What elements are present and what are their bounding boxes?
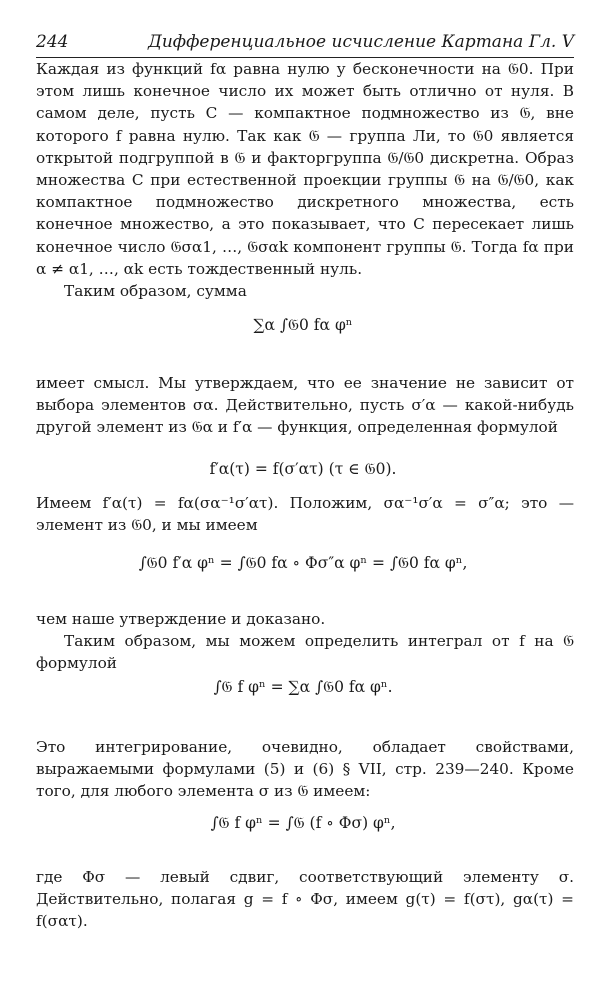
formula-sum: ∑α ∫𝔊0 fα φⁿ	[253, 316, 353, 334]
paragraph: имеет смысл. Мы утверждаем, что ее значение не зависит от выбора элементов σα. Действительно, пусть σ′α — какой-нибудь другой элемент из 𝔊α и f′α — функция, определенная формулой	[36, 374, 574, 437]
running-title: Дифференциальное исчисление Картана	[148, 32, 524, 52]
paragraph: Каждая из функций fα равна нулю у бесконечности на 𝔊0. При этом лишь конечное число их может быть отлично от нуля. В самом деле, пусть C — компактное подмножество из 𝔊, вне которого f равна нулю. Так как 𝔊 — группа Ли, то 𝔊0 является открытой подгруппой в 𝔊 и факторгруппа 𝔊/𝔊0 дискретна. Образ множества C при естественной проекции группы 𝔊 на 𝔊/𝔊0, как компактное подмножество дискретного множества, есть конечное множество, а это показывает, что C пересекает лишь конечное число 𝔊σα1, …, 𝔊σαk компонент группы 𝔊. Тогда fα при α ≠ α1, …, αk есть тождественный нуль.	[36, 60, 574, 278]
paragraph-block-3	[36, 492, 574, 536]
paragraph-block-5	[36, 736, 574, 803]
paragraph: Имеем f′α(τ) = fα(σα⁻¹σ′ατ). Положим, σα⁻¹σ′α = σ″α; это — элемент из 𝔊0, и мы имеем	[36, 494, 574, 535]
paragraph-block-1	[36, 58, 574, 302]
formula-integral-definition: ∫𝔊 f φⁿ = ∑α ∫𝔊0 fα φⁿ.	[213, 678, 393, 696]
paragraph: где Φσ — левый сдвиг, соответствующий элементу σ. Действительно, полагая g = f ∘ Φσ, имеем g(τ) = f(στ), gα(τ) = f(σατ).	[36, 868, 574, 931]
formula-equality: ∫𝔊0 f′α φⁿ = ∫𝔊0 fα ∘ Φσ″α φⁿ = ∫𝔊0 fα φⁿ,	[138, 554, 468, 572]
paragraph: Таким образом, сумма	[64, 282, 247, 301]
page-number: 244	[36, 32, 69, 52]
paragraph-block-6	[36, 866, 574, 933]
paragraph-block-4	[36, 608, 574, 675]
paragraph-block-2	[36, 372, 574, 439]
page-header	[36, 32, 574, 58]
formula-invariance: ∫𝔊 f φⁿ = ∫𝔊 (f ∘ Φσ) φⁿ,	[210, 814, 396, 832]
paragraph: чем наше утверждение и доказано.	[36, 610, 326, 628]
paragraph: Это интегрирование, очевидно, обладает свойствами, выражаемыми формулами (5) и (6) § VII, стр. 239—240. Кроме того, для любого элемента σ из 𝔊 имеем:	[36, 738, 574, 801]
chapter-label: Гл. V	[528, 32, 574, 52]
formula-definition: f′α(τ) = f(σ′ατ) (τ ∈ 𝔊0).	[209, 460, 397, 478]
paragraph: Таким образом, мы можем определить интеграл от f на 𝔊 формулой	[36, 632, 574, 673]
